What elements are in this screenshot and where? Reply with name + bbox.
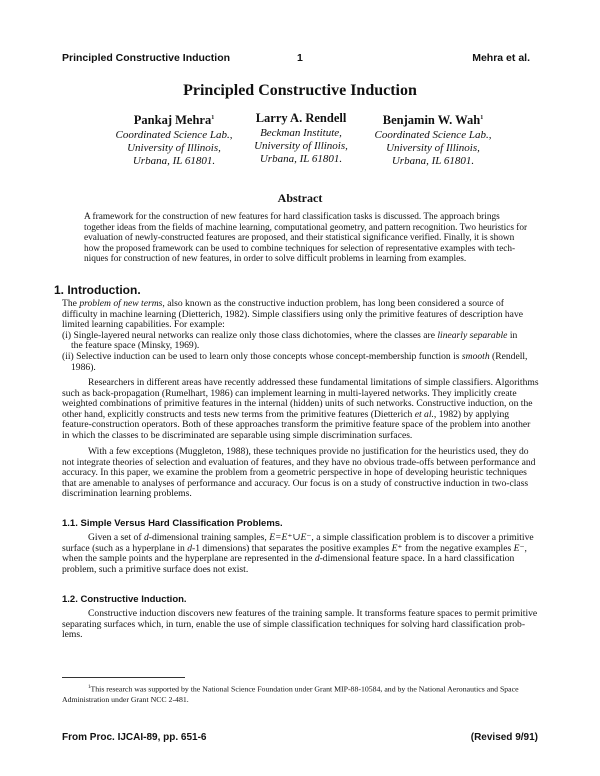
intro-paragraph-3: With a few exceptions (Muggleton, 1988), these techniques provide no justification for the heuristics used, they do not integrate theories of selection and evaluation of features, and they have no obvious trade-offs between performance and accuracy. In this paper, we examine the problem from a geometric perspective in hope of developing heuristic techniques that are amenable to analyses of performance and accuracy. Our focus is on a study of constructive induction in two-class discrimination learning problems. xyxy=(62,446,536,500)
running-header-title: Principled Constructive Induction xyxy=(62,52,231,64)
author-affiliation: Urbana, IL 61801. xyxy=(132,155,216,168)
author-affiliation: Coordinated Science Lab., xyxy=(115,129,233,142)
author-affiliation: Coordinated Science Lab., xyxy=(374,129,492,142)
author-affiliation: Urbana, IL 61801. xyxy=(391,155,475,168)
author-block-2 xyxy=(226,112,376,166)
author-name: Pankaj Mehra$^1$ xyxy=(133,113,215,128)
author-affiliation: University of Illinois, xyxy=(254,140,348,152)
footnote: $^1$This research was supported by the National Science Foundation under Grant MIP-88-10584, and by the National Aeronautics and Space Administration under Grant NCC 2-481. xyxy=(62,684,519,704)
intro-paragraph-2: Researchers in different areas have recently addressed these fundamental limitations of simple classifiers. Algorithms such as back-propagation (Rumelhart, 1986) can implement learning in multi-layered networks. They implicitly create weighted combinations of primitive features in the internal (hidden) units of such networks. Constructive induction, on the other hand, explicitly constructs and tests new terms from the primitive features (Dietterich et al., 1982) by applying feature-construction operators. Both of these approaches transform the primitive feature space of the problem into another in which the classes to be discriminated are separable using simple discrimination surfaces. xyxy=(62,377,539,441)
author-affiliation: Beckman Institute, xyxy=(260,127,342,139)
footer-source: From Proc. IJCAI-89, pp. 651-6 xyxy=(62,732,207,743)
author-affiliation: Urbana, IL 61801. xyxy=(259,153,343,165)
author-affiliation: University of Illinois, xyxy=(127,142,221,155)
running-header-authors: Mehra et al. xyxy=(472,52,530,64)
abstract-heading: Abstract xyxy=(277,191,323,205)
page-number: 1 xyxy=(297,52,303,64)
author-affiliation: University of Illinois, xyxy=(386,142,480,155)
paper-title: Principled Constructive Induction xyxy=(183,82,417,99)
author-block-3 xyxy=(358,112,508,168)
subsection-1-1-body: Given a set of d-dimensional training samples, E=E⁺∪E⁻, a simple classification problem is to discover a primitive surface (such as a hyperplane in d-1 dimensions) that separates the positive examples E⁺ from the negative examples E⁻, when the sample points and the hyperplane are represented in the d-dimensional feature space. In a hard classification problem, such a primitive surface does not exist. xyxy=(62,532,534,575)
abstract-body: A framework for the construction of new features for hard classification tasks is discussed. The approach brings together ideas from the fields of machine learning, computational geometry, and pattern recognition. Two heuristics for evaluation of newly-constructed features are proposed, and their statistical significance verified. Finally, it is shown how the proposed framework can be used to combine techniques for selection of representative examples with tech- niques for construction of new features, in order to solve difficult problems in learning from examples. xyxy=(84,212,528,265)
subsection-heading: 1.1. Simple Versus Hard Classification Problems. xyxy=(62,518,283,529)
subsection-heading: 1.2. Constructive Induction. xyxy=(62,594,187,605)
subsection-1-2-body: Constructive induction discovers new features of the training sample. It transforms feature spaces to permit primitive separating surfaces which, in turn, enable the use of simple classification techniques for solving hard classification prob- lems. xyxy=(62,608,538,641)
section-heading: 1. Introduction. xyxy=(54,283,141,297)
author-name: Benjamin W. Wah$^1$ xyxy=(382,113,484,128)
footnote-rule xyxy=(62,677,185,678)
footer-revision: (Revised 9/91) xyxy=(470,732,538,743)
intro-paragraph-1: The problem of new terms, also known as the constructive induction problem, has long been considered a source of difficulty in machine learning (Dietterich, 1982). Simple classifiers using only the primitive features of description have limited learning capabilities. For example: (i) Single-layered neural networks can realize only those class dichotomies, where the classes are linearly separable in the feature space (Minsky, 1969). (ii) Selective induction can be used to learn only those concepts whose concept-membership function is smooth (Rendell, 1986). xyxy=(62,298,528,373)
author-name: Larry A. Rendell xyxy=(255,111,347,125)
